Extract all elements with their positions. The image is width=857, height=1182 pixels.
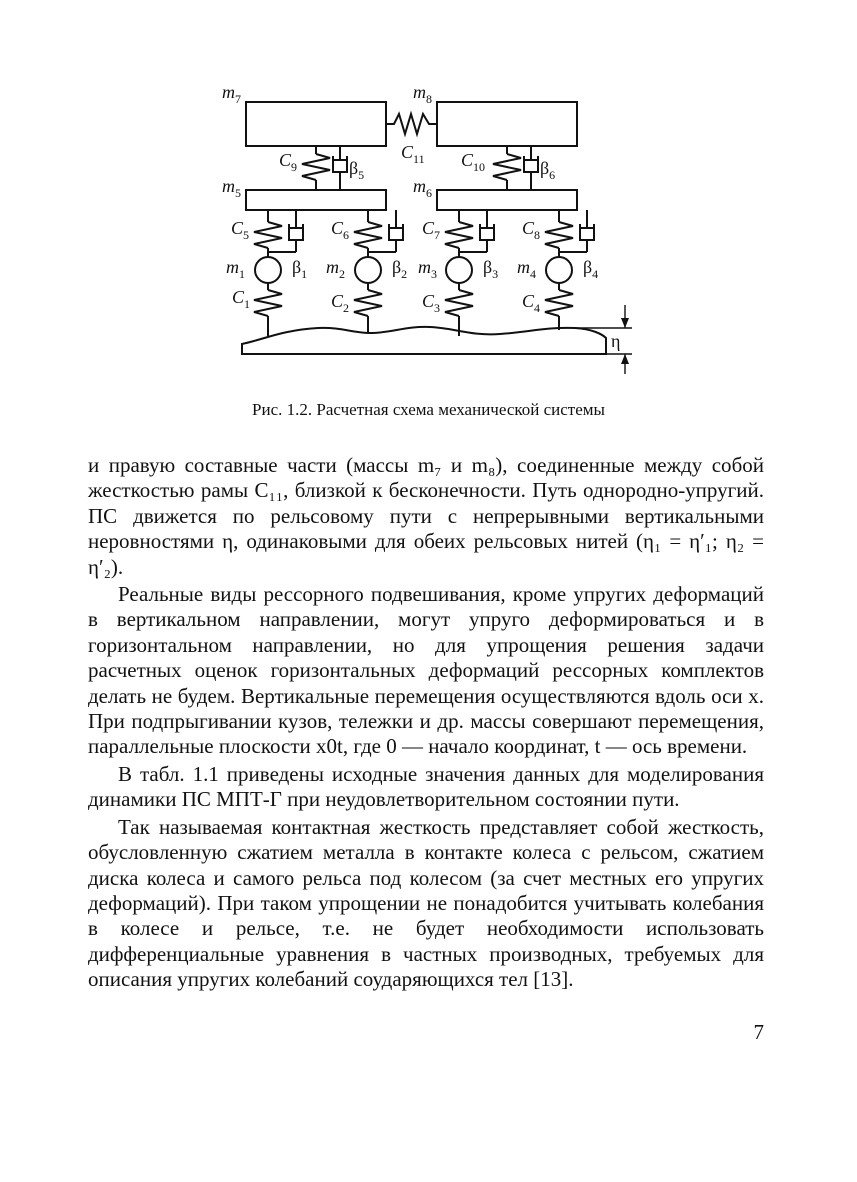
label-beta3: $\beta_3$ — [483, 257, 499, 281]
label-m7: $m_7$ — [222, 82, 241, 106]
label-m2: $m_2$ — [326, 257, 345, 281]
eta-arrows — [621, 318, 629, 364]
mass-m6-bogie — [437, 190, 577, 210]
spring-c10 — [493, 146, 521, 190]
label-beta1: $\beta_1$ — [292, 257, 308, 281]
body-text — [88, 453, 764, 993]
label-m3: $m_3$ — [418, 257, 437, 281]
label-c4: $C_4$ — [522, 291, 541, 315]
damper-beta5 — [333, 146, 347, 190]
paragraph-3: В табл. 1.1 приведены исходные значения данных для моделирования динамики ПС МПТ-Г при неудовлетворительном состоянии пути. — [88, 761, 764, 812]
label-c5: $C_5$ — [231, 218, 250, 242]
paragraph-4: Так называемая контактная жесткость представляет собой жесткость, обусловленную сжатием металла в контакте колеса с рельсом, сжатием диска колеса и самого рельса под колесом (за счет местных его упругих деформаций). При таком упрощении не понадобится учитывать колебания в колесе и рельсе, т.е. не будет необходимости использовать дифференциальные уравнения в частных производных, требуемых для описания упругих колебаний соударяющихся тел [13]. — [88, 814, 765, 992]
label-m4: $m_4$ — [517, 257, 536, 281]
label-m8: $m_8$ — [413, 82, 432, 106]
mass-m7-body — [246, 102, 386, 146]
label-c6: $C_6$ — [331, 218, 350, 242]
page-number: 7 — [753, 1020, 764, 1044]
label-c8: $C_8$ — [522, 218, 541, 242]
label-m1: $m_1$ — [226, 257, 245, 281]
label-c3: $C_3$ — [422, 291, 441, 315]
label-c11: $C_{11}$ — [401, 142, 425, 166]
label-c2: $C_2$ — [331, 291, 350, 315]
label-m6: $m_6$ — [413, 176, 432, 200]
label-beta2: $\beta_2$ — [392, 257, 408, 281]
label-beta6: $\beta_6$ — [540, 158, 556, 182]
label-c1: $C_1$ — [232, 287, 251, 311]
mechanical-system-diagram — [0, 0, 857, 395]
mass-m8-body — [437, 102, 577, 146]
mass-m5-bogie — [246, 190, 386, 210]
label-m5: $m_5$ — [222, 176, 241, 200]
figure-caption: Рис. 1.2. Расчетная схема механической системы — [252, 400, 605, 419]
spring-c11 — [386, 114, 437, 134]
damper-beta6 — [524, 146, 538, 190]
paragraph-2: Реальные виды рессорного подвешивания, кроме упругих деформаций в вертикальном направлении, могут упруго деформироваться и в горизонтальном направлении, но для упрощения решения задачи расчетных оценок горизонтальных деформаций рессорных комплектов делать не будем. Вертикальные перемещения осуществляются вдоль оси x. При подпрыгивании кузов, тележки и др. массы совершают перемещения, параллельные плоскости x0t, где 0 — начало координат, t — ось времени. — [88, 582, 765, 759]
label-eta: η — [611, 331, 621, 351]
label-c9: $C_9$ — [279, 150, 298, 174]
label-beta5: $\beta_5$ — [349, 158, 365, 182]
paragraph-1: и правую составные части (массы m₇ и m₈), соединенные между собой жесткостью рамы C₁₁, близкой к бесконечности. Путь однородно-упругий. ПС движется по рельсовому пути с непрерывными вертикальными неровностями η, одинаковыми для обеих рельсовых нитей (η₁ = η′₁; η₂ = η′₂). — [88, 453, 765, 579]
label-beta4: $\beta_4$ — [583, 257, 599, 281]
spring-c9 — [302, 146, 330, 190]
label-c7: $C_7$ — [422, 218, 441, 242]
rail-profile — [242, 327, 606, 354]
label-c10: $C_{10}$ — [461, 150, 486, 174]
